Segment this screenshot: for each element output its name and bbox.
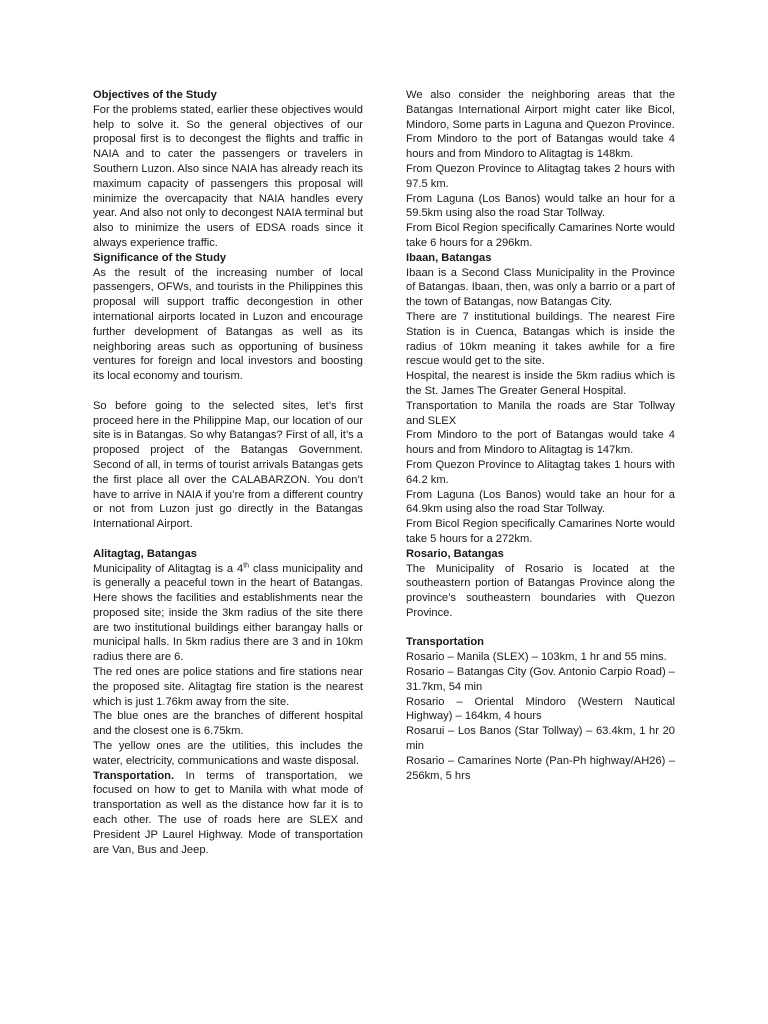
route-line: Rosario – Manila (SLEX) – 103km, 1 hr and 55 mins. — [406, 651, 667, 664]
alitagtag-text-pre: Municipality of Alitagtag is a 4 — [93, 562, 244, 575]
route-line: Rosarui – Los Banos (Star Tollway) – 63.4km, 1 hr 20 min — [406, 725, 675, 753]
laguna-ibaan-paragraph: From Laguna (Los Banos) would take an hour for a 64.9km using also the road Star Tollway. — [406, 488, 675, 516]
neighboring-paragraph: We also consider the neighboring areas that the Batangas International Airport might cater like Bicol, Mindoro, Some parts in Laguna and Quezon Province. — [406, 89, 675, 131]
route-line: Rosario – Camarines Norte (Pan-Ph highway/AH26) – 256km, 5 hrs — [406, 754, 675, 782]
red-ones-paragraph: The red ones are police stations and fire stations near the proposed site. Alitagtag fire station is the nearest which is just 1.76km away from the site. — [93, 666, 363, 708]
ibaan-hospital-paragraph: Hospital, the nearest is inside the 5km radius which is the St. James The Greater General Hospital. — [406, 370, 675, 397]
rosario-paragraph: The Municipality of Rosario is located at the southeastern portion of Batangas Province along the province’s southeastern boundaries with Quezon Province. — [406, 562, 675, 619]
transportation-text: In terms of transportation, we focused on how to get to Manila with what mode of transportation as well as the distance how far it is to each other. The use of roads here are SLEX and President JP Laurel Highway. Mode of transportation are Van, Bus and Jeep. — [93, 769, 363, 856]
right-column — [406, 88, 675, 783]
left-column — [93, 88, 363, 857]
mindoro-paragraph: From Mindoro to the port of Batangas would take 4 hours and from Mindoro to Alitagtag is 148km. — [406, 133, 675, 161]
ordinal-suffix: th — [243, 561, 250, 569]
ibaan-paragraph: Ibaan is a Second Class Municipality in the Province of Batangas. Ibaan, then, was only a barrio or a part of the town of Batangas, now Batangas City. — [406, 266, 675, 309]
route-line: Rosario – Oriental Mindoro (Western Nautical Highway) – 164km, 4 hours — [406, 695, 675, 723]
route-line: Rosario – Batangas City (Gov. Antonio Carpio Road) – 31.7km, 54 min — [406, 666, 675, 693]
transportation-label: Transportation. — [93, 769, 175, 782]
significance-heading: Significance of the Study — [93, 251, 227, 264]
alitagtag-paragraph — [93, 562, 363, 666]
rosario-transport-heading: Transportation — [406, 636, 484, 649]
alitagtag-text-post: class municipality and is generally a peaceful town in the heart of Batangas. Here shows the facilities and establishments near the proposed site; inside the 3km radius of the site there are two institutional buildings either barangay halls or municipal halls. In 5km radius there are 3 and in 10km radius there are 6. — [93, 562, 363, 664]
objectives-paragraph: For the problems stated, earlier these objectives would help to solve it. So the general objectives of our proposal first is to decongest the flights and traffic in NAIA and to cater the passengers or travelers in Southern Luzon. Also since NAIA has already reach its maximum capacity of passengers this proposal will minimize the overcapacity that NAIA handles every year. And also not only to decongest NAIA terminal but also to minimize the users of EDSA roads since it always experience traffic. — [93, 103, 363, 249]
laguna-paragraph: From Laguna (Los Banos) would talke an hour for a 59.5km using also the road Star Tollway. — [406, 192, 675, 220]
significance-paragraph: As the result of the increasing number of local passengers, OFWs, and tourists in the Philippines this proposal will support traffic decongestion in other international airports located in Luzon and encourage further development of Batangas as well as its neighboring areas such as opportuning of business ventures for foreign and local investors and boosting its local economy and tourism. — [93, 266, 363, 383]
quezon-paragraph: From Quezon Province to Alitagtag takes 2 hours with 97.5 km. — [406, 162, 675, 190]
rosario-heading: Rosario, Batangas — [406, 547, 504, 560]
mindoro-ibaan-paragraph: From Mindoro to the port of Batangas would take 4 hours and from Mindoro to Alitagtag is 147km. — [406, 429, 675, 457]
bicol-ibaan-paragraph: From Bicol Region specifically Camarines Norte would take 5 hours for a 272km. — [406, 518, 675, 545]
bicol-paragraph: From Bicol Region specifically Camarines Norte would take 6 hours for a 296km. — [406, 222, 675, 249]
ibaan-transport-paragraph: Transportation to Manila the roads are Star Tollway and SLEX — [406, 399, 675, 427]
blue-ones-paragraph: The blue ones are the branches of different hospital and the closest one is 6.75km. — [93, 710, 363, 738]
quezon-ibaan-paragraph: From Quezon Province to Alitagtag takes 1 hours with 64.2 km. — [406, 458, 675, 486]
why-batangas-paragraph: So before going to the selected sites, let’s first proceed here in the Philippine Map, our location of our site is in Batangas. So why Batangas? First of all, it’s a proposed project of the Batangas Government. Second of all, in terms of tourist arrivals Batangas gets the first place all over the CALABARZON. You don’t have to arrive in NAIA if you’re from a different country or not from Luzon just go directly in the Batangas International Airport. — [93, 399, 363, 531]
ibaan-fire-paragraph: There are 7 institutional buildings. The nearest Fire Station is in Cuenca, Batangas which is inside the radius of 10km meaning it takes awhile for a fire rescue would get to the site. — [406, 310, 675, 368]
yellow-ones-paragraph: The yellow ones are the utilities, this includes the water, electricity, communications and waste disposal. — [93, 740, 363, 767]
ibaan-heading: Ibaan, Batangas — [406, 251, 492, 264]
alitagtag-heading: Alitagtag, Batangas — [93, 547, 197, 560]
transportation-paragraph — [93, 769, 363, 858]
objectives-heading: Objectives of the Study — [93, 89, 217, 101]
